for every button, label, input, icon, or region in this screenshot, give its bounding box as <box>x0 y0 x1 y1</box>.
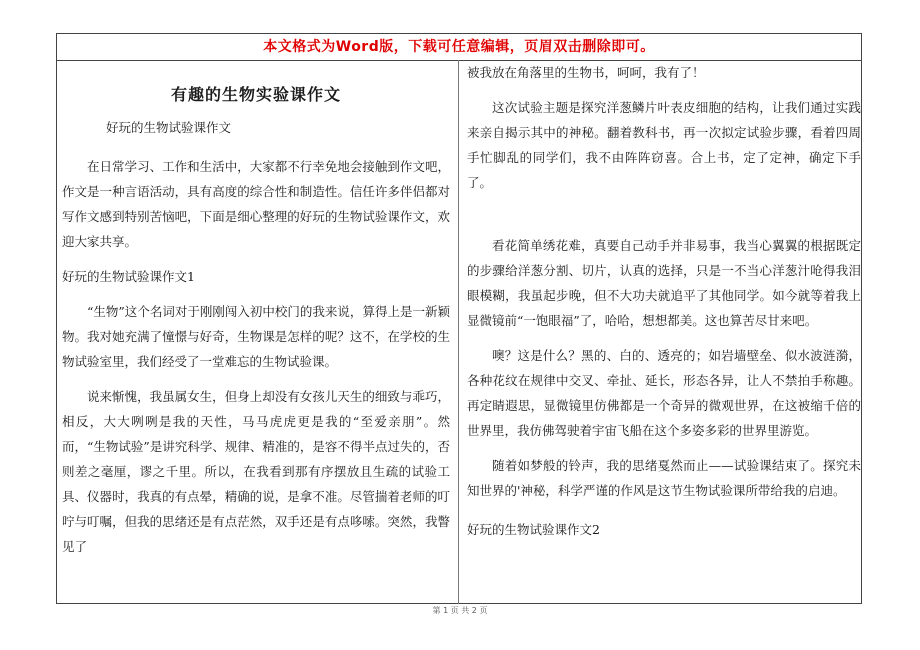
paragraph-2: 说来惭愧，我虽属女生，但身上却没有女孩儿天生的细致与乖巧，相反，大大咧咧是我的天性，马马虎虎更是我的“至爱亲朋”。然而，“生物试验”是讲究科学、规律、精准的，是容不得半点过失的，否则差之毫厘，谬之千里。所以，在我看到那有序摆放且生疏的试验工具、仪器时，我真的有点晕，精确的说，是拿不准。尽管揣着老师的叮咛与叮嘱，但我的思绪还是有点茫然，双手还是有点哆嗦。突然，我瞥见了 <box>62 389 450 554</box>
right-column <box>467 60 861 542</box>
document-title: 有趣的生物实验课作文 <box>170 85 341 104</box>
page-footer: 第 1 页 共 2 页 <box>432 606 488 615</box>
paragraph-4: 看花简单绣花难，真要自己动手并非易事，我当心翼翼的根据既定的步骤给洋葱分割、切片，认真的选择，只是一不当心洋葱汁呛得我泪眼模糊，我虽起步晚，但不大功夫就追平了其他同学。如今就等着我上显微镜前“一饱眼福”了，哈哈，想想都美。这也算苦尽甘来吧。 <box>467 238 861 328</box>
header-note: 本文格式为Word版，下载可任意编辑，页眉双击删除即可。 <box>263 39 655 55</box>
column-divider <box>458 60 459 604</box>
paragraph-2-continued: 被我放在角落里的生物书，呵呵，我有了！ <box>467 65 705 80</box>
paragraph-5: 噢？这是什么？黑的、白的、透亮的；如岩墙壁垒、似水波涟漪，各种花纹在规律中交叉、牵扯、延长，形态各异，让人不禁拍手称趣。再定睛遐思，显微镜里仿佛都是一个奇异的微观世界，在这被缩千倍的世界里，我仿佛驾驶着宇宙飞船在这个多姿多彩的世界里游览。 <box>467 348 861 438</box>
paragraph-1: “生物”这个名词对于刚刚闯入初中校门的我来说，算得上是一新颖物。我对她充满了憧憬与好奇，生物课是怎样的呢？这不，在学校的生物试验室里，我们经受了一堂难忘的生物试验课。 <box>62 304 450 369</box>
paragraph-3: 这次试验主题是探究洋葱鳞片叶表皮细胞的结构，让我们通过实践来亲自揭示其中的神秘。翻着教科书，再一次拟定试验步骤，看着四周手忙脚乱的同学们，我不由阵阵窃喜。合上书，定了定神，确定下手了。 <box>467 100 861 190</box>
intro-paragraph: 在日常学习、工作和生活中，大家都不行幸免地会接触到作文吧，作文是一种言语活动，具有高度的综合性和制造性。信任许多伴侣都对写作文感到特别苦恼吧，下面是细心整理的好玩的生物试验课作文，欢迎大家共享。 <box>62 159 450 249</box>
essay-1-heading: 好玩的生物试验课作文1 <box>62 269 195 284</box>
paragraph-6: 随着如梦般的铃声，我的思绪戛然而止——试验课结束了。探究未知世界的'神秘，科学严谨的作风是这节生物试验课所带给我的启迪。 <box>467 458 861 498</box>
left-column <box>62 60 450 559</box>
document-subtitle: 好玩的生物试验课作文 <box>106 120 232 135</box>
essay-2-heading: 好玩的生物试验课作文2 <box>467 522 600 537</box>
